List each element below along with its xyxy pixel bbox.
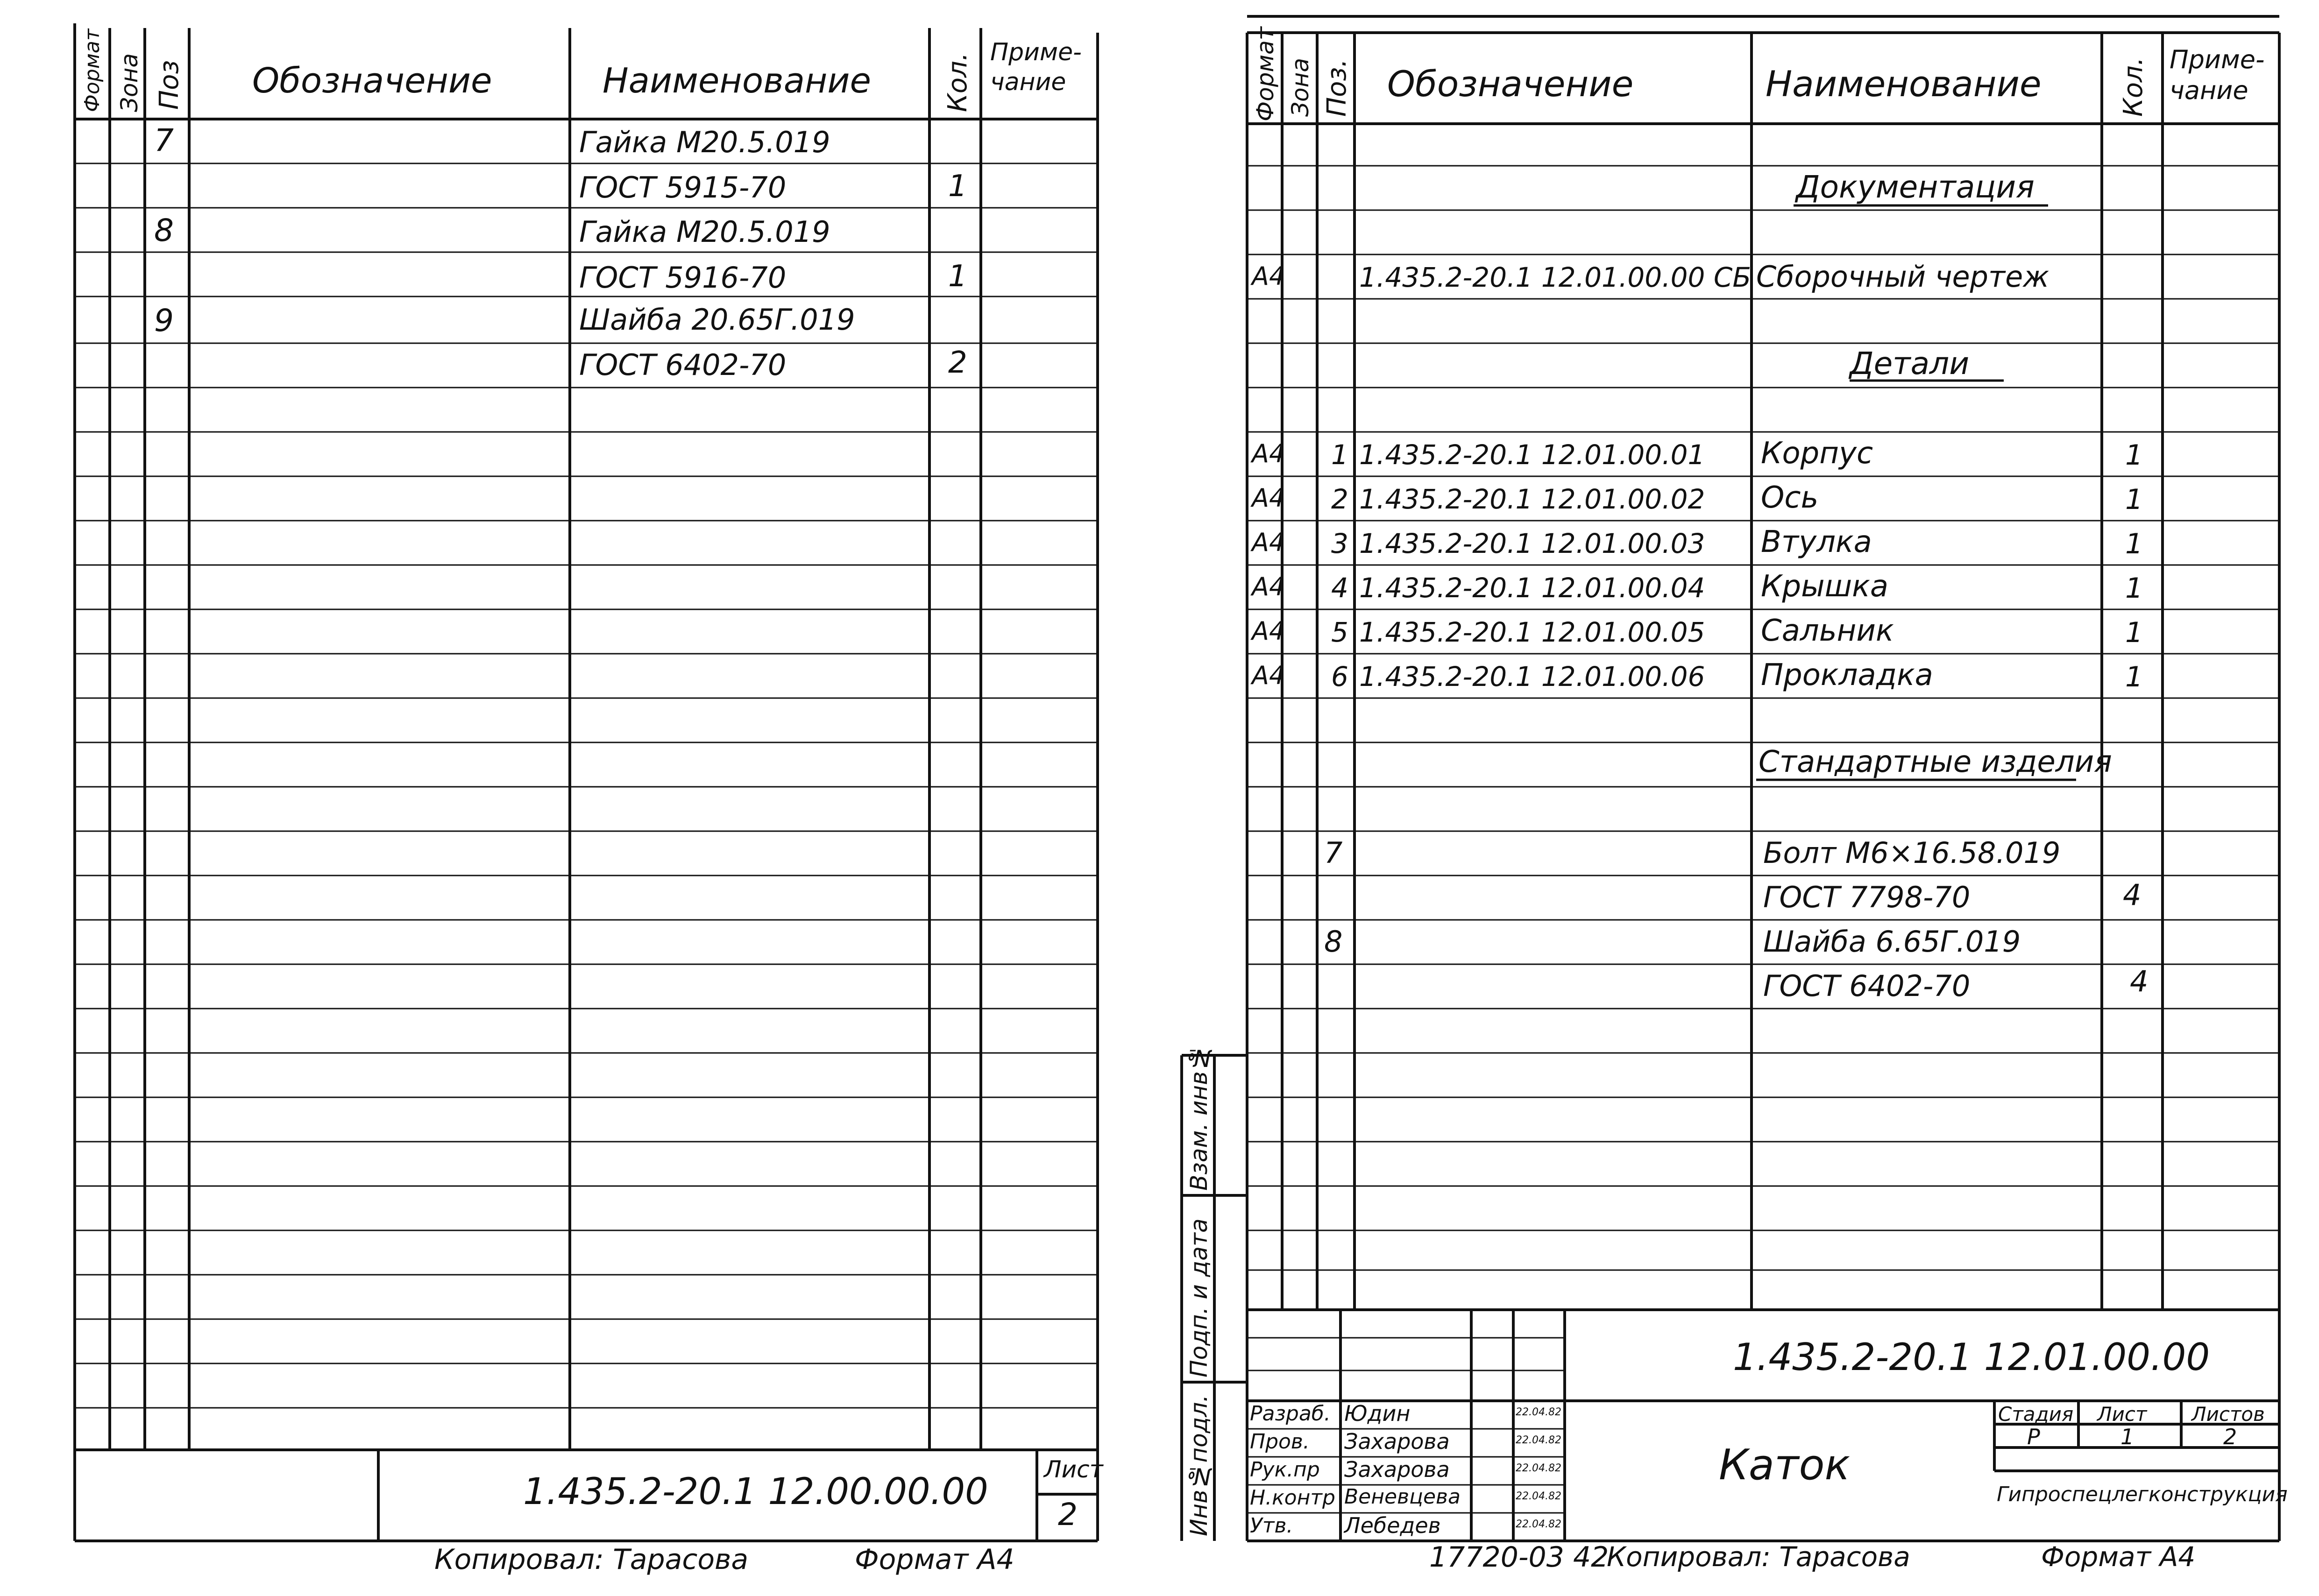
detail-row-name: Ось bbox=[1761, 480, 1819, 515]
signer-name: Веневцева bbox=[1344, 1485, 1461, 1509]
standard-row-pos: 8 bbox=[1324, 925, 1343, 959]
detail-row-qty: 1 bbox=[2125, 439, 2143, 472]
left-row-name: ГОСТ 6402-70 bbox=[579, 348, 787, 382]
detail-row-format: А4 bbox=[1252, 528, 1285, 557]
left-footer-doc-number: 1.435.2-20.1 12.00.00.00 bbox=[523, 1471, 988, 1513]
detail-row-qty: 1 bbox=[2125, 528, 2143, 560]
detail-row-qty: 1 bbox=[2125, 483, 2143, 516]
standard-row-name: Болт М6×16.58.019 bbox=[1763, 836, 2061, 870]
title-sheet: 1 bbox=[2120, 1424, 2135, 1449]
left-footer-sheet-number: 2 bbox=[1058, 1497, 1078, 1532]
right-copied-by: Копировал: Тарасова bbox=[1607, 1541, 1910, 1573]
detail-row-format: А4 bbox=[1252, 483, 1285, 513]
standard-row-pos: 7 bbox=[1324, 836, 1343, 870]
title-stage-label: Стадия bbox=[1998, 1403, 2074, 1426]
signer-name: Юдин bbox=[1344, 1401, 1411, 1426]
signer-date: 22.04.82 bbox=[1516, 1434, 1561, 1446]
left-row-qty: 2 bbox=[948, 346, 967, 380]
side-label-sign-date: Подп. и дата bbox=[1185, 1218, 1213, 1377]
detail-row-format: А4 bbox=[1252, 439, 1285, 468]
section-documentation: Документация bbox=[1796, 169, 2035, 205]
left-row-pos: 7 bbox=[154, 122, 174, 158]
standard-row-name: ГОСТ 7798-70 bbox=[1763, 880, 1971, 914]
doc-row-format: А4 bbox=[1252, 261, 1285, 291]
detail-row-qty: 1 bbox=[2125, 572, 2143, 605]
left-header-pos: Поз bbox=[154, 60, 184, 110]
left-header-format: Формат bbox=[80, 28, 104, 112]
right-bottom-number: 17720-03 42 bbox=[1429, 1541, 1609, 1574]
signer-date: 22.04.82 bbox=[1516, 1406, 1561, 1418]
standard-row-qty: 4 bbox=[2123, 878, 2142, 912]
title-sheets-label: Листов bbox=[2191, 1403, 2265, 1426]
detail-row-pos: 3 bbox=[1331, 528, 1348, 559]
right-header-note: Приме- чание bbox=[2170, 45, 2265, 105]
detail-row-designation: 1.435.2-20.1 12.01.00.04 bbox=[1359, 572, 1705, 604]
left-row-name: Шайба 20.65Г.019 bbox=[579, 303, 855, 337]
left-header-name: Наименование bbox=[603, 61, 872, 101]
detail-row-designation: 1.435.2-20.1 12.01.00.02 bbox=[1359, 483, 1705, 515]
doc-row-name: Сборочный чертеж bbox=[1756, 260, 2050, 294]
detail-row-designation: 1.435.2-20.1 12.01.00.05 bbox=[1359, 616, 1705, 648]
title-doc-number: 1.435.2-20.1 12.01.00.00 bbox=[1733, 1335, 2210, 1379]
detail-row-pos: 6 bbox=[1331, 661, 1348, 692]
left-row-pos: 8 bbox=[154, 212, 174, 248]
detail-row-pos: 2 bbox=[1331, 483, 1348, 515]
left-row-name: Гайка М20.5.019 bbox=[579, 125, 830, 159]
detail-row-pos: 4 bbox=[1331, 572, 1348, 604]
detail-row-format: А4 bbox=[1252, 616, 1285, 646]
left-header-qty: Кол. bbox=[943, 52, 973, 112]
detail-row-name: Сальник bbox=[1761, 614, 1894, 648]
right-sheet bbox=[1135, 0, 2319, 1596]
detail-row-qty: 1 bbox=[2125, 661, 2143, 693]
standard-row-name: Шайба 6.65Г.019 bbox=[1763, 925, 2021, 959]
side-label-inv-original: Инв№подл. bbox=[1185, 1394, 1213, 1536]
left-format: Формат А4 bbox=[855, 1543, 1014, 1576]
right-header-name: Наименование bbox=[1766, 63, 2042, 105]
left-header-zone: Зона bbox=[116, 53, 143, 112]
detail-row-format: А4 bbox=[1252, 572, 1285, 601]
standard-row-name: ГОСТ 6402-70 bbox=[1763, 969, 1971, 1003]
left-footer-sheet-label: Лист bbox=[1044, 1456, 1103, 1483]
signer-role: Н.контр bbox=[1250, 1486, 1335, 1510]
left-row-pos: 9 bbox=[154, 303, 174, 339]
left-copied-by: Копировал: Тарасова bbox=[434, 1543, 749, 1576]
detail-row-qty: 1 bbox=[2125, 616, 2143, 649]
section-details: Детали bbox=[1850, 346, 1970, 381]
right-header-qty: Кол. bbox=[2118, 57, 2149, 117]
side-label-inv-replace: Взам. инв№ bbox=[1185, 1044, 1213, 1191]
left-row-qty: 1 bbox=[948, 259, 967, 294]
detail-row-pos: 1 bbox=[1331, 439, 1348, 471]
left-row-name: ГОСТ 5915-70 bbox=[579, 170, 787, 205]
detail-row-name: Крышка bbox=[1761, 569, 1889, 604]
signer-name: Лебедев bbox=[1344, 1513, 1441, 1538]
signer-role: Утв. bbox=[1250, 1514, 1293, 1538]
detail-row-format: А4 bbox=[1252, 661, 1285, 690]
signer-role: Пров. bbox=[1250, 1430, 1310, 1454]
detail-row-name: Втулка bbox=[1761, 525, 1872, 559]
standard-row-qty: 4 bbox=[2130, 964, 2149, 998]
signer-date: 22.04.82 bbox=[1516, 1462, 1561, 1474]
signer-role: Разраб. bbox=[1250, 1402, 1331, 1426]
detail-row-name: Прокладка bbox=[1761, 658, 1933, 692]
detail-row-designation: 1.435.2-20.1 12.01.00.01 bbox=[1359, 439, 1705, 471]
title-stage: Р bbox=[2027, 1424, 2040, 1449]
right-format: Формат А4 bbox=[2041, 1541, 2196, 1573]
signer-date: 22.04.82 bbox=[1516, 1518, 1561, 1530]
left-header-designation: Обозначение bbox=[252, 61, 492, 101]
signer-date: 22.04.82 bbox=[1516, 1490, 1561, 1502]
detail-row-designation: 1.435.2-20.1 12.01.00.03 bbox=[1359, 528, 1705, 559]
left-row-name: Гайка М20.5.019 bbox=[579, 215, 830, 249]
detail-row-designation: 1.435.2-20.1 12.01.00.06 bbox=[1359, 661, 1705, 692]
title-organization: Гипроспецлегконструкция bbox=[1997, 1483, 2288, 1506]
left-row-name: ГОСТ 5916-70 bbox=[579, 261, 787, 295]
left-row-qty: 1 bbox=[948, 169, 967, 204]
left-header-note: Приме- чание bbox=[990, 38, 1082, 96]
right-header-zone: Зона bbox=[1287, 58, 1314, 117]
right-header-designation: Обозначение bbox=[1387, 63, 1634, 105]
right-header-pos: Поз. bbox=[1322, 59, 1352, 117]
title-sheets: 2 bbox=[2223, 1424, 2237, 1449]
signer-role: Рук.пр bbox=[1250, 1458, 1320, 1482]
left-sheet bbox=[0, 0, 1135, 1596]
title-sheet-label: Лист bbox=[2097, 1403, 2147, 1426]
signer-name: Захарова bbox=[1344, 1457, 1450, 1482]
section-standard: Стандартные изделия bbox=[1759, 745, 2112, 779]
detail-row-pos: 5 bbox=[1331, 616, 1348, 648]
signer-name: Захарова bbox=[1344, 1429, 1450, 1454]
detail-row-name: Корпус bbox=[1761, 436, 1873, 471]
right-header-format: Формат bbox=[1252, 27, 1279, 121]
doc-row-designation: 1.435.2-20.1 12.01.00.00 СБ bbox=[1359, 261, 1752, 293]
title-name: Каток bbox=[1719, 1441, 1850, 1490]
